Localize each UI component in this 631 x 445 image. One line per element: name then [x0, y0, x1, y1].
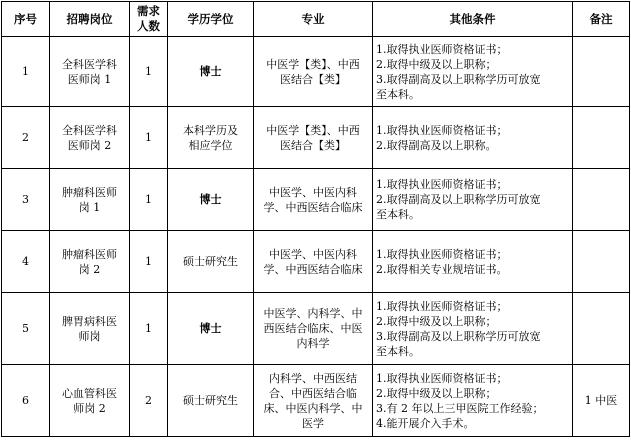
table-row — [2, 37, 630, 107]
condition-line: 1.取得执业医师资格证书； — [376, 42, 508, 56]
cell-conditions — [373, 365, 573, 437]
major-line: 西医结合临床、中医 — [263, 322, 363, 335]
cell-conditions — [373, 231, 573, 293]
cell-conditions — [373, 169, 573, 231]
table-row — [2, 169, 630, 231]
major-line: 中医学、中医内科 — [269, 185, 357, 199]
cell-post — [50, 169, 130, 231]
cell-major — [254, 365, 373, 437]
cell-remark — [573, 37, 630, 107]
condition-line: 2.取得中级及以上职称； — [376, 57, 497, 71]
cell-count: 1 — [130, 293, 168, 365]
major-line: 学、中西医结合临床 — [263, 262, 363, 276]
header-conditions: 其他条件 — [373, 2, 573, 37]
post-line: 医师岗 2 — [67, 138, 112, 152]
cell-post — [50, 107, 130, 169]
cell-major — [254, 107, 373, 169]
major-line: 医学 — [302, 416, 324, 430]
major-line: 医结合【类】 — [280, 72, 346, 86]
post-line: 全科医学科 — [62, 57, 117, 71]
condition-line: 1.取得执业医师资格证书； — [376, 123, 508, 137]
cell-count: 1 — [130, 107, 168, 169]
condition-line: 至本科。 — [376, 208, 420, 221]
condition-line: 3.取得副高及以上职称学历可放宽 — [376, 72, 541, 86]
header-no: 序号 — [2, 2, 50, 37]
major-line: 学、中西医结合临床 — [263, 200, 363, 214]
post-line: 岗 2 — [78, 262, 101, 276]
condition-line: 2.取得副高及以上职称学历可放宽 — [376, 193, 541, 206]
cell-remark: 1 中医 — [573, 365, 630, 437]
cell-count: 1 — [130, 37, 168, 107]
header-remark: 备注 — [573, 2, 630, 37]
cell-post — [50, 365, 130, 437]
condition-line: 2.取得相关专业规培证书。 — [376, 262, 508, 276]
cell-major — [254, 37, 373, 107]
recruitment-table — [1, 1, 630, 437]
degree-line: 本科学历及 — [183, 123, 238, 137]
cell-degree: 博士 — [168, 169, 254, 231]
table-row — [2, 365, 630, 437]
cell-remark — [573, 231, 630, 293]
post-line: 师岗 — [78, 329, 101, 343]
cell-degree: 博士 — [168, 37, 254, 107]
cell-degree: 硕士研究生 — [168, 365, 254, 437]
cell-conditions — [373, 107, 573, 169]
cell-count: 2 — [130, 365, 168, 437]
cell-no: 6 — [2, 365, 50, 437]
table-header-row — [2, 2, 630, 37]
condition-line: 4.能开展介入手术。 — [376, 416, 475, 430]
major-line: 合、中西医结合临 — [269, 386, 357, 400]
cell-post — [50, 37, 130, 107]
major-line: 医结合【类】 — [280, 138, 346, 152]
cell-no: 4 — [2, 231, 50, 293]
major-line: 中医学【类】、中西 — [266, 57, 360, 71]
post-line: 肿瘤科医师 — [62, 185, 117, 199]
post-line: 师岗 2 — [73, 401, 106, 415]
cell-degree: 博士 — [168, 293, 254, 365]
cell-remark — [573, 293, 630, 365]
cell-remark — [573, 107, 630, 169]
header-degree: 学历学位 — [168, 2, 254, 37]
cell-degree: 硕士研究生 — [168, 231, 254, 293]
post-line: 心血管科医 — [62, 386, 117, 400]
major-line: 中医学【类】、中西 — [266, 123, 360, 137]
cell-post — [50, 293, 130, 365]
cell-major — [254, 231, 373, 293]
cell-no: 2 — [2, 107, 50, 169]
cell-remark — [573, 169, 630, 231]
condition-line: 3.有 2 年以上三甲医院工作经验； — [376, 401, 544, 415]
condition-line: 3.取得副高及以上职称学历可放宽 — [376, 329, 541, 343]
cell-major — [254, 169, 373, 231]
post-line: 全科医学科 — [62, 123, 117, 137]
cell-conditions — [373, 293, 573, 365]
major-line: 中医学、内科学、中 — [263, 307, 363, 320]
cell-no: 1 — [2, 37, 50, 107]
header-major: 专业 — [254, 2, 373, 37]
cell-count: 1 — [130, 231, 168, 293]
condition-line: 1.取得执业医师资格证书； — [376, 371, 508, 385]
condition-line: 至本科。 — [376, 344, 420, 358]
header-count-line1: 需求 — [137, 4, 160, 18]
condition-line: 2.取得中级及以上职称； — [376, 386, 497, 400]
cell-no: 3 — [2, 169, 50, 231]
header-post: 招聘岗位 — [50, 2, 130, 37]
header-count — [130, 2, 168, 37]
cell-no: 5 — [2, 293, 50, 365]
major-line: 内科学、中西医结 — [269, 371, 357, 385]
cell-degree — [168, 107, 254, 169]
cell-conditions — [373, 37, 573, 107]
condition-line: 至本科。 — [376, 87, 420, 101]
cell-count: 1 — [130, 169, 168, 231]
major-line: 内科学 — [296, 337, 330, 350]
post-line: 医师岗 1 — [67, 72, 112, 86]
table-row — [2, 107, 630, 169]
condition-line: 2.取得中级及以上职称； — [376, 314, 497, 328]
major-line: 中医学、中医内科 — [269, 247, 357, 261]
post-line: 岗 1 — [78, 200, 101, 214]
condition-line: 1.取得执业医师资格证书； — [376, 178, 508, 191]
condition-line: 1.取得执业医师资格证书； — [376, 299, 508, 313]
header-count-line2: 人数 — [137, 19, 160, 33]
table-row — [2, 231, 630, 293]
condition-line: 1.取得执业医师资格证书； — [376, 247, 508, 261]
degree-line: 相应学位 — [188, 138, 233, 152]
cell-major — [254, 293, 373, 365]
major-line: 床、中医内科学、中 — [263, 401, 363, 415]
post-line: 脾胃病科医 — [62, 314, 117, 328]
condition-line: 2.取得副高及以上职称。 — [376, 138, 497, 152]
table-row — [2, 293, 630, 365]
cell-post — [50, 231, 130, 293]
post-line: 肿瘤科医师 — [62, 247, 117, 261]
